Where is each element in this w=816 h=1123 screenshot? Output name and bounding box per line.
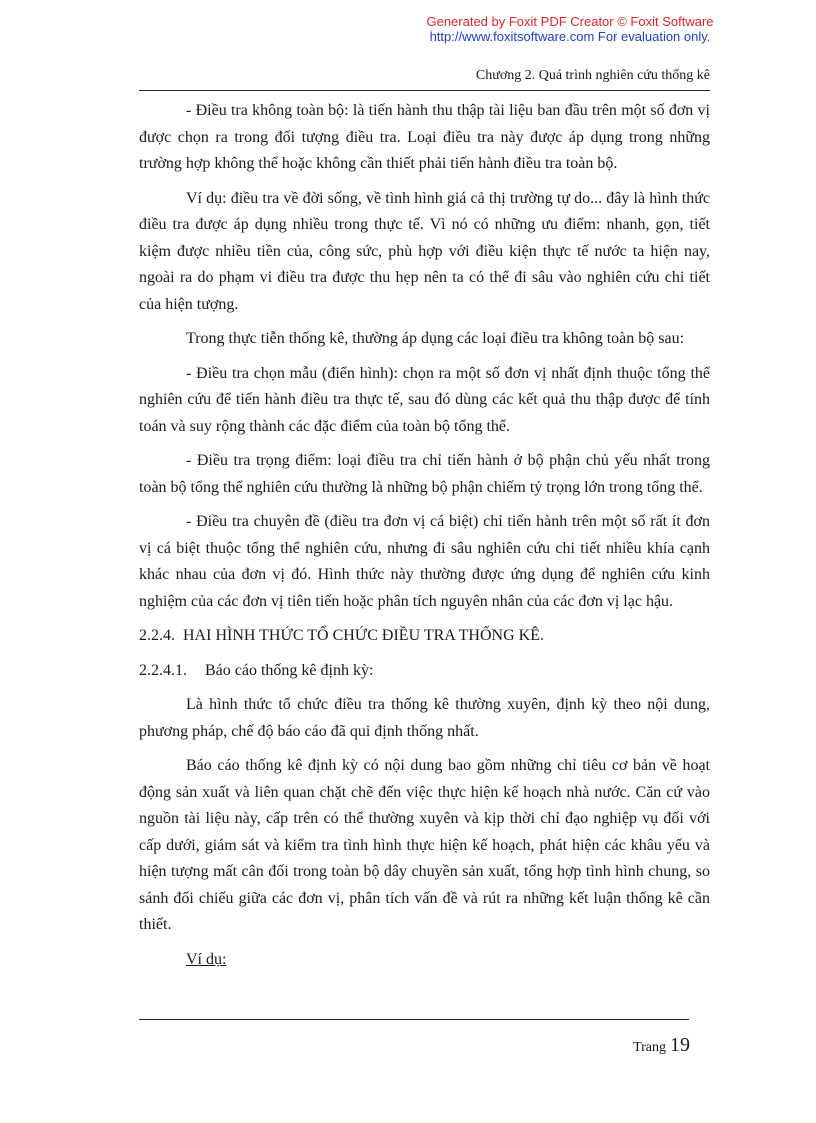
header-divider [139,90,710,91]
section-heading [139,623,710,650]
subsection-heading [139,658,710,685]
section-title: HAI HÌNH THỨC TỔ CHỨC ĐIỀU TRA THỐNG KÊ. [183,627,544,644]
subsection-title: Báo cáo thống kê định kỳ: [205,661,374,679]
section-number: 2.2.4. [139,627,175,644]
paragraph-periodic-report-definition: Là hình thức tổ chức điều tra thống kê thường xuyên, định kỳ theo nội dung, phương pháp, chế độ báo cáo đã qui định thống nhất. [139,696,710,740]
page-label: Trang [633,1040,666,1055]
chapter-header: Chương 2. Quá trình nghiên cứu thống kê [475,68,710,83]
foxit-watermark [380,14,760,44]
paragraph-periodic-report-content: Báo cáo thống kê định kỳ có nội dung bao gồm những chỉ tiêu cơ bản về hoạt động sản xuất và liên quan chặt chẽ đến việc thực hiện kế hoạch nhà nước. Căn cứ vào nguồn tài liệu này, cấp trên có thể thường xuyên và kịp thời chỉ đạo nghiệp vụ đối với cấp dưới, giám sát và kiểm tra tình hình thực hiện kế hoạch, phát hiện các khâu yếu và hiện tượng mất cân đối trong toàn bộ dây chuyền sản xuất, tổng hợp tình hình chung, so sánh đối chiếu giữa các đơn vị, phân tích vấn đề và rút ra những kết luận thống kê cần thiết. [139,757,710,933]
paragraph-partial-survey: - Điều tra không toàn bộ: là tiến hành thu thập tài liệu ban đầu trên một số đơn vị được chọn ra trong đối tượng điều tra. Loại điều tra này được áp dụng trong những trường hợp không thể hoặc không cần thiết phải tiến hành điều tra toàn bộ. [139,102,710,172]
subsection-number: 2.2.4.1. [139,661,187,679]
paragraph-sample-survey: - Điều tra chọn mẫu (điển hình): chọn ra một số đơn vị nhất định thuộc tổng thể nghiên cứu để tiến hành điều tra thực tế, sau đó dùng các kết quả thu thập được để tính toán và suy rộng thành các đặc điểm của toàn bộ tổng thể. [139,364,710,435]
page-content [139,98,710,973]
footer-divider [139,1019,689,1020]
example-label: Ví dụ: [186,950,227,968]
paragraph-thematic-survey: - Điều tra chuyên đề (điều tra đơn vị cá biệt) chỉ tiến hành trên một số rất ít đơn vị cá biệt thuộc tổng thể nghiên cứu, nhưng đi sâu nghiên cứu chi tiết nhiều khía cạnh khác nhau của đơn vị đó. Hình thức này thường được ứng dụng để nghiên cứu kinh nghiệm của các đơn vị tiên tiến hoặc phân tích nguyên nhân của các đơn vị lạc hậu. [139,513,710,610]
paragraph-key-survey: - Điều tra trọng điểm: loại điều tra chỉ tiến hành ở bộ phận chủ yếu nhất trong toàn bộ tổng thể nghiên cứu thường là những bộ phận chiếm tỷ trọng lớn trong tổng thể. [139,452,710,496]
watermark-line-1: Generated by Foxit PDF Creator © Foxit Software [426,14,714,29]
page-footer [560,1034,690,1057]
paragraph-example-survey: Ví dụ: điều tra về đời sống, về tình hình giá cả thị trường tự do... đây là hình thức điều tra được áp dụng nhiều trong thực tế. Vì nó có những ưu điểm: nhanh, gọn, tiết kiệm được nhiều tiền của, công sức, phù hợp với điều kiện thực tế nước ta hiện nay, ngoài ra do phạm vi điều tra được thu hẹp nên ta có thể đi sâu vào nghiên cứu chi tiết của hiện tượng. [139,189,710,313]
page-number: 19 [670,1034,690,1056]
watermark-line-2: http://www.foxitsoftware.com For evaluation only. [429,29,711,44]
paragraph-partial-types-intro: Trong thực tiễn thống kê, thường áp dụng các loại điều tra không toàn bộ sau: [186,330,685,347]
